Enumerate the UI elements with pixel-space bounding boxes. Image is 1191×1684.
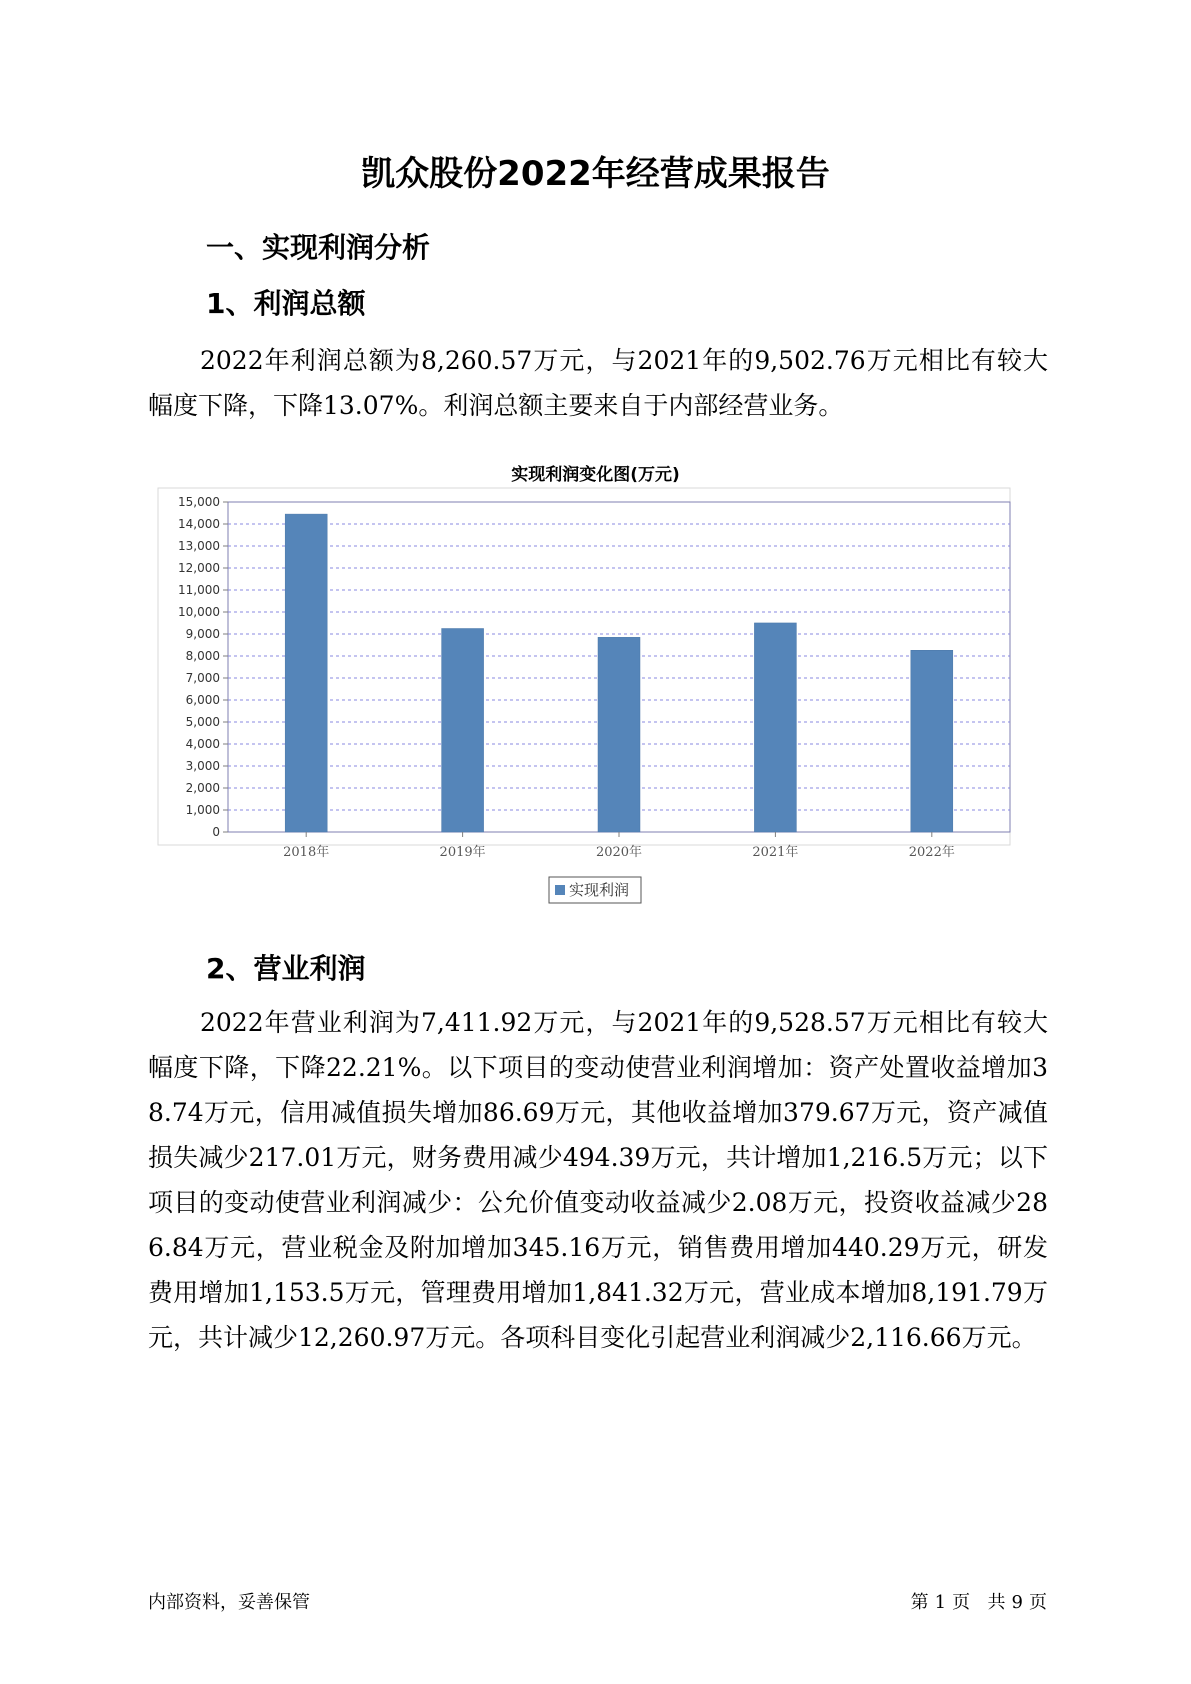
- chart-x-tick-label: 2019年: [439, 845, 486, 860]
- chart-y-tick-label: 5,000: [185, 715, 220, 729]
- chart-x-tick-label: 2021年: [752, 845, 799, 860]
- footer-confidential-note: 内部资料，妥善保管: [148, 1592, 310, 1613]
- chart-legend-label: 实现利润: [569, 881, 630, 899]
- footer-total-suffix: 页: [1029, 1592, 1047, 1613]
- chart-y-tick-label: 3,000: [185, 759, 220, 773]
- chart-title: 实现利润变化图(万元): [511, 465, 680, 485]
- footer-page-number: 1: [934, 1592, 947, 1613]
- chart-x-tick-label: 2018年: [283, 845, 330, 860]
- chart-y-tick-label: 0: [212, 825, 220, 839]
- chart-y-tick-label: 8,000: [185, 649, 220, 663]
- chart-legend-swatch: [555, 885, 565, 895]
- paragraph-total-profit: 2022年利润总额为8,260.57万元，与2021年的9,502.76万元相比有较大幅度下降，下降13.07%。利润总额主要来自于内部经营业务。: [148, 346, 1048, 420]
- chart-bar: [285, 514, 327, 832]
- chart-y-tick-label: 10,000: [178, 605, 220, 619]
- footer-page-label: 页: [952, 1592, 971, 1613]
- subheading-operating-profit: 2、营业利润: [206, 952, 366, 985]
- section-heading-profit-analysis: 一、实现利润分析: [206, 231, 431, 264]
- chart-y-tick-label: 6,000: [185, 693, 220, 707]
- chart-y-tick-label: 2,000: [185, 781, 220, 795]
- subheading-total-profit: 1、利润总额: [206, 287, 366, 320]
- chart-x-tick-label: 2022年: [908, 845, 955, 860]
- chart-y-tick-label: 15,000: [178, 495, 220, 509]
- chart-y-tick-label: 11,000: [178, 583, 220, 597]
- chart-y-tick-label: 7,000: [185, 671, 220, 685]
- chart-bar: [442, 629, 484, 833]
- chart-y-tick-label: 14,000: [178, 517, 220, 531]
- chart-x-tick-label: 2020年: [595, 845, 643, 860]
- chart-bar: [754, 623, 796, 832]
- paragraph-operating-profit: 2022年营业利润为7,411.92万元，与2021年的9,528.57万元相比有较大幅度下降，下降22.21%。以下项目的变动使营业利润增加：资产处置收益增加38.74万元，信用减值损失增加86.69万元，其他收益增加379.67万元，资产减值损失减少217.01万元，财务费用减少494.39万元，共计增加1,216.5万元；以下项目的变动使营业利润减少：公允价值变动收益减少2.08万元，投资收益减少286.84万元，营业税金及附加增加345.16万元，销售费用增加440.29万元，研发费用增加1,153.5万元，管理费用增加1,841.32万元，营业成本增加8,191.79万元，共计减少12,260.97万元。各项科目变化引起营业利润减少2,116.66万元。: [148, 1008, 1048, 1352]
- chart-y-tick-label: 4,000: [185, 737, 220, 751]
- chart-bar: [911, 650, 953, 832]
- chart-bar: [598, 637, 640, 832]
- chart-y-tick-label: 13,000: [178, 539, 220, 553]
- footer-page-prefix: 第: [910, 1592, 929, 1613]
- chart-y-tick-label: 9,000: [185, 627, 220, 641]
- footer-total-pages: 9: [1011, 1592, 1023, 1613]
- footer-page-info: [908, 1588, 1050, 1614]
- report-title: 凯众股份2022年经营成果报告: [361, 154, 830, 194]
- chart-y-tick-label: 1,000: [185, 803, 220, 817]
- chart-y-tick-label: 12,000: [178, 561, 220, 575]
- footer-total-prefix: 共: [987, 1592, 1006, 1613]
